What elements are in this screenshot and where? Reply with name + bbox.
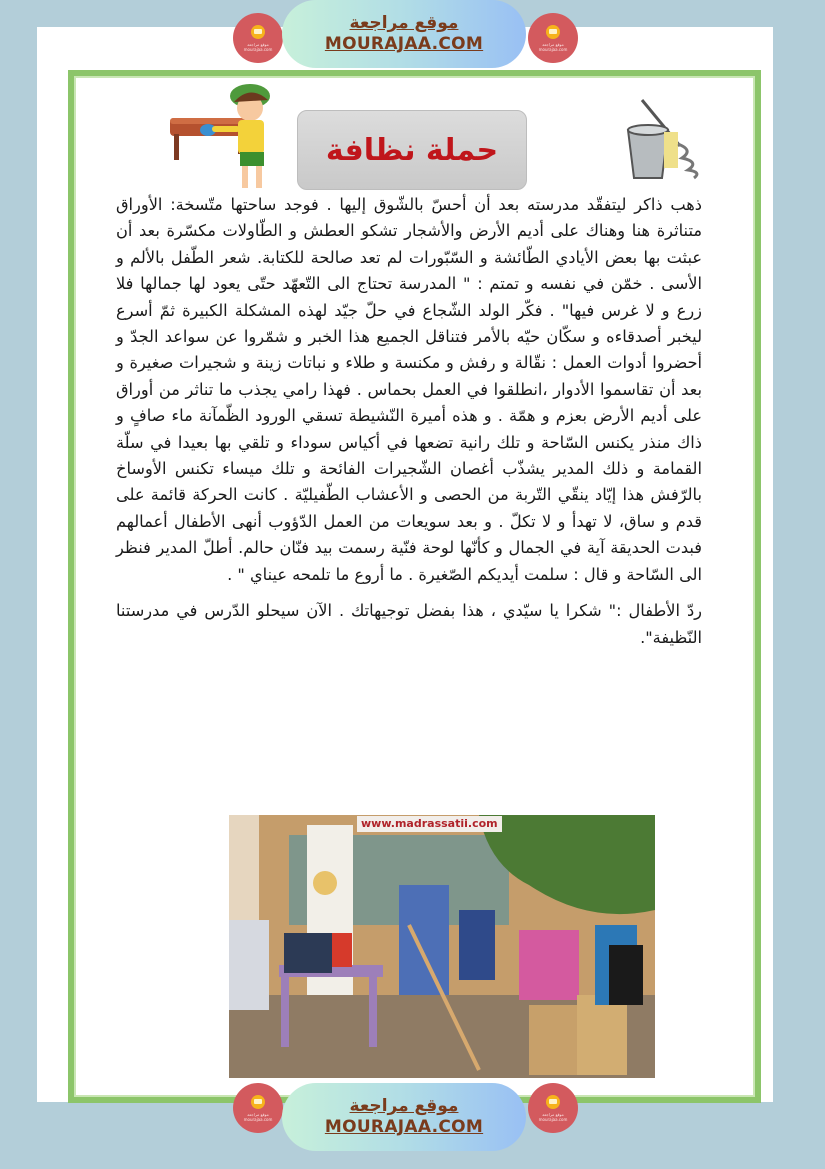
site-logo-left-footer[interactable] [233,1083,283,1133]
document-title: حملة نظافة [325,132,499,168]
site-banner-bottom[interactable] [282,1083,526,1151]
photo-watermark: www.madrassatii.com [357,816,502,832]
logo-caption-en: mourajaa.com [538,46,568,52]
site-logo-right-footer[interactable] [528,1083,578,1133]
book-icon [546,1095,560,1109]
site-name-en[interactable]: MOURAJAA.COM [324,1117,484,1137]
title-box [297,110,527,190]
children-cleaning-photo-icon [229,815,655,1078]
logo-caption-en: mourajaa.com [538,1116,568,1122]
logo-caption-ar: موقع مراجعة [247,1111,269,1117]
mop-bucket-icon [622,98,714,182]
book-icon [251,25,265,39]
story-paragraph: ذهب ذاكر ليتفقّد مدرسته بعد أن أحسّ بالشّوق إليها . فوجد ساحتها متّسخة: الأوراق متناثرة هنا وهناك على أديم الأرض والأشجار تشكو العطش و الطّاولات مكسّرة بعد أن عبثت بها بعض الأيادي الطّائشة و السّبّورات لم تعد صالحة للكتابة. شعر الطّفل بالألم و الأسى . خمّن في نفسه و تمتم : " المدرسة تحتاج الى التّعهّد حتّى يعود لها جمالها فلا زرع و لا غرس فيها" . فكّر الولد الشّجاع في حلّ جيّد لهذه المشكلة الكبيرة ثمّ أسرع ليخبر أصدقاءه و سكّان حيّه بالأمر فتناقل الجميع هذا الخبر و شمّروا عن سواعد الجدّ و أحضروا أدوات العمل : نقّالة و رفش و مكنسة و طلاء و نباتات زينة و شجيرات صغيرة و بعد أن تقاسموا الأدوار ،انطلقوا في العمل بحماس . فهذا رامي يجذب ما تناثر من أوراق على أديم الأرض بعزم و همّة . و هذه أميرة النّشيطة تسقي الورود الظّمآنة ماء صافٍ و ذاك منذر يكنس السّاحة و تلك رانية تضعها في أكياس سوداء و تلقي بها بعيدا في سلّة القمامة و ذلك المدير يشذّب أغصان الشّجيرات الفائحة و تلك ميساء تكنس الأوساخ بالرّفش هذا إيّاد ينقّي التّربة من الحصى و الأعشاب الطّفيليّة . كانت الحركة قائمة على قدم و ساق، لا تهدأ و لا تكلّ . و بعد سويعات من العمل الدّؤوب أنهى الأطفال أعمالهم فبدت الحديقة آية في الجمال و كأنّها لوحة فنّية رسمت بيد فنّان حالم. أطلّ المدير فنظر الى السّاحة و قال : سلمت أيديكم الصّغيرة . ما أروع ما تلمحه عيناي " . [116,195,702,584]
logo-caption-ar: موقع مراجعة [542,1111,564,1117]
site-banner-top[interactable] [282,0,526,68]
logo-caption-ar: موقع مراجعة [247,41,269,47]
site-logo-left[interactable] [233,13,283,63]
boy-cleaning-table-icon [168,82,278,194]
site-logo-right[interactable] [528,13,578,63]
book-icon [251,1095,265,1109]
story-paragraph-reply: ردّ الأطفال :" شكرا يا سيّدي ، هذا بفضل توجيهاتك . الآن سيحلو الدّرس في مدرستنا النّظيفة". [116,601,702,647]
site-name-en[interactable]: MOURAJAA.COM [324,34,484,54]
story-text [116,192,702,651]
cleaning-photo [229,815,655,1078]
logo-caption-ar: موقع مراجعة [542,41,564,47]
site-name-ar[interactable]: موقع مراجعة [349,13,459,33]
logo-caption-en: mourajaa.com [243,46,273,52]
site-name-ar[interactable]: موقع مراجعة [349,1096,459,1116]
logo-caption-en: mourajaa.com [243,1116,273,1122]
book-icon [546,25,560,39]
